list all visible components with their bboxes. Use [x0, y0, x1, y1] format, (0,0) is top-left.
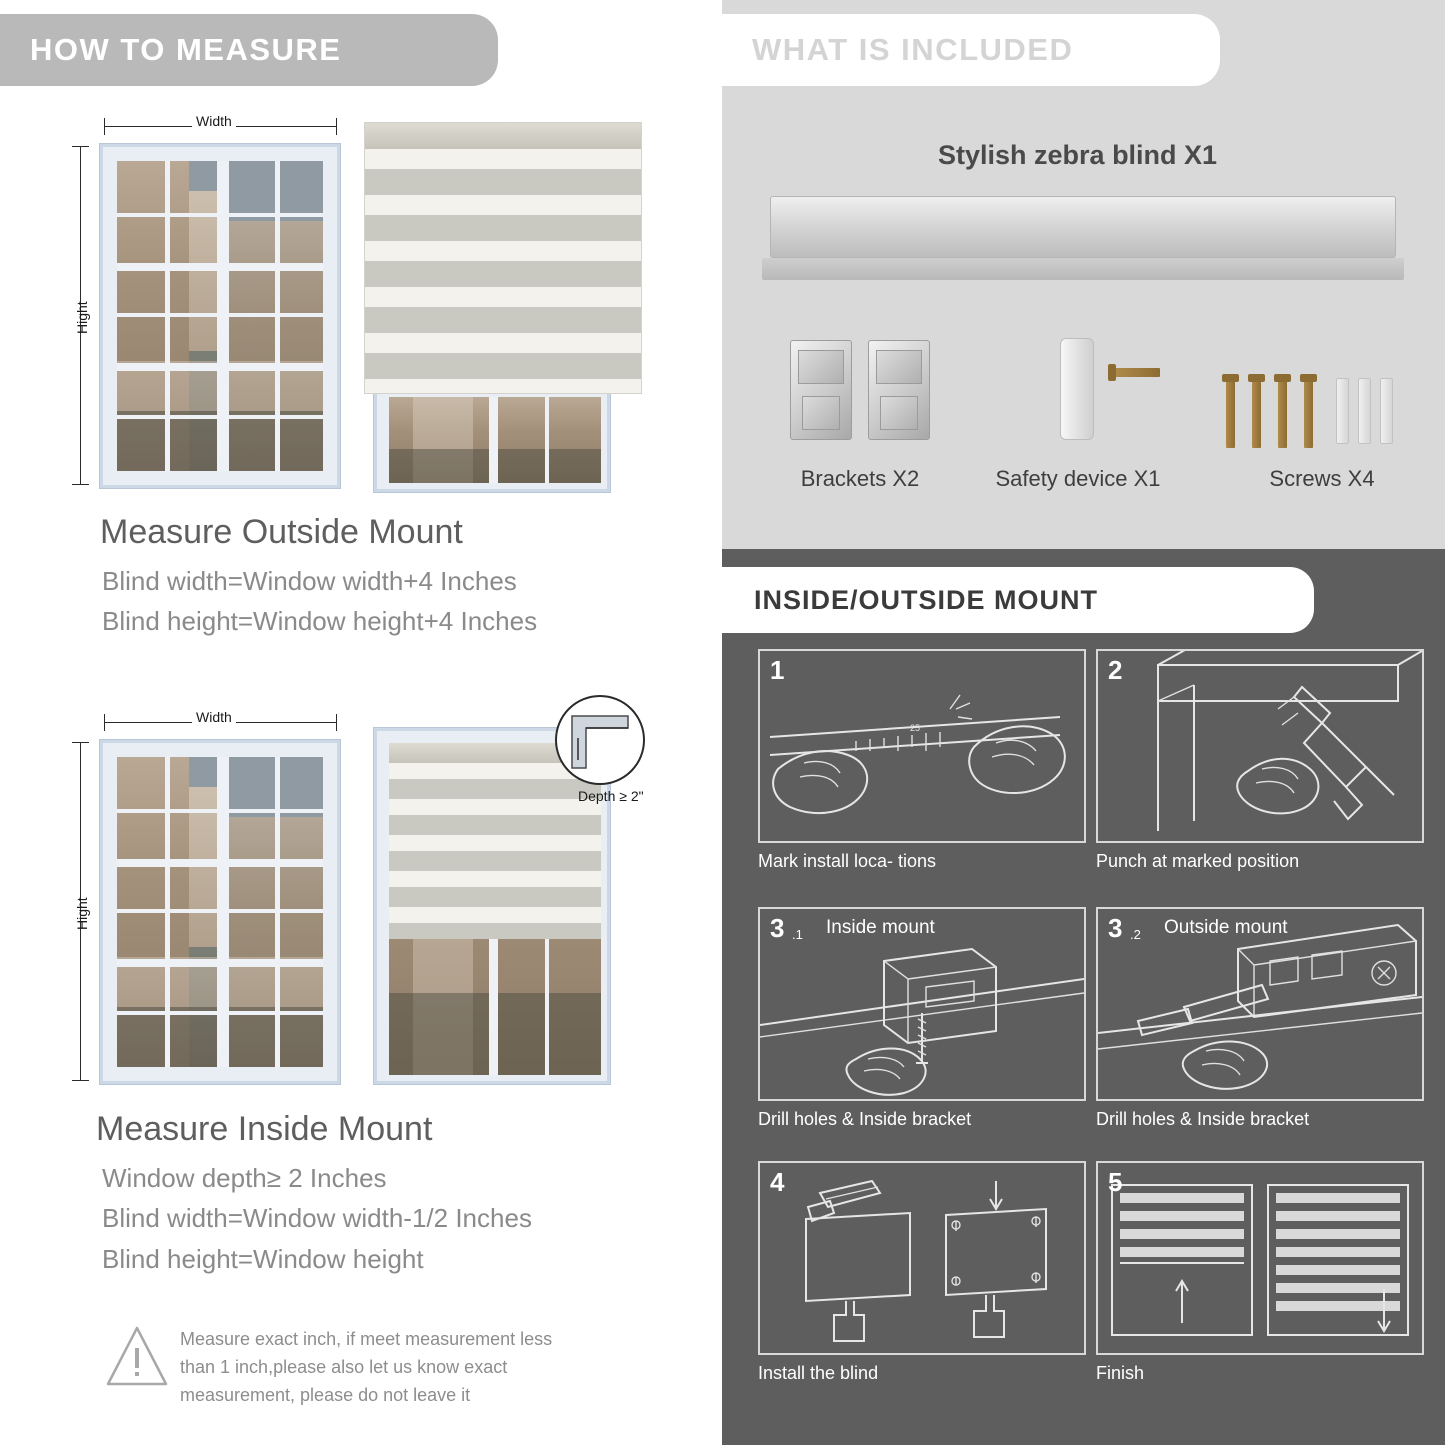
outside-height-label: Hight [74, 301, 90, 334]
depth-label: Depth ≥ 2" [578, 788, 644, 804]
brackets-label: Brackets X2 [800, 466, 920, 491]
what-is-included-banner [722, 14, 1220, 86]
step-5-illustration [1098, 1163, 1422, 1353]
width-dim-tick-right [336, 118, 337, 135]
step-3-1-inline-title: Inside mount [826, 917, 935, 938]
safety-device-label: Safety device X1 [995, 466, 1161, 491]
inside-outside-mount-panel [722, 549, 1445, 1445]
inside-width-tick-left [104, 714, 105, 731]
step-1-illustration [760, 651, 1084, 841]
inside-width-label: Width [192, 709, 236, 725]
step-4-caption: Install the blind [758, 1363, 879, 1383]
note-line-3: measurement, please do not leave it [180, 1385, 471, 1405]
step-card-5 [1096, 1161, 1424, 1355]
warning-triangle-icon [104, 1322, 170, 1392]
step-1-number: 1 [770, 655, 785, 685]
step-card-4 [758, 1161, 1086, 1355]
height-dim-tick-top [72, 146, 89, 147]
width-dim-tick-left [104, 118, 105, 135]
zebra-blind-outside [364, 122, 642, 394]
step-3-2-inline-title: Outside mount [1164, 917, 1288, 938]
window-illustration-outside [100, 144, 340, 488]
safety-device-screw-head-icon [1108, 364, 1116, 381]
step-4-illustration [760, 1163, 1084, 1353]
step-3-1-caption: Drill holes & Inside bracket [758, 1109, 972, 1129]
inside-height-tick-bottom [72, 1080, 89, 1081]
step-2-caption: Punch at marked position [1096, 851, 1300, 871]
step-3-2-number: 3 [1108, 913, 1123, 943]
inside-mount-heading: Measure Inside Mount [96, 1110, 433, 1148]
step-4-number: 4 [770, 1167, 785, 1197]
step-1-caption: Mark install loca- tions [758, 851, 937, 871]
inside-mount-line-1: Window depth≥ 2 Inches [102, 1163, 387, 1193]
note-line-2: than 1 inch,please also let us know exact [180, 1357, 508, 1377]
step-3-2-sub: .2 [1130, 927, 1141, 942]
safety-device-icon [1060, 338, 1094, 440]
panel-divider [713, 0, 722, 1445]
outside-mount-heading: Measure Outside Mount [100, 513, 463, 551]
step-card-2 [1096, 649, 1424, 843]
window-illustration-inside [100, 740, 340, 1084]
what-is-included-banner-label: WHAT IS INCLUDED [752, 32, 1074, 67]
step-3-1-sub: .1 [792, 927, 803, 942]
step-card-3-1 [758, 907, 1086, 1101]
outside-mount-line-1: Blind width=Window width+4 Inches [102, 566, 517, 596]
svg-text:25: 25 [910, 723, 921, 733]
safety-device-screw-icon [1114, 368, 1160, 377]
main-item-label: Stylish zebra blind X1 [938, 140, 1218, 170]
note-line-1: Measure exact inch, if meet measurement less [180, 1329, 553, 1349]
inside-height-tick-top [72, 742, 89, 743]
inside-mount-line-3: Blind height=Window height [102, 1244, 424, 1274]
zebra-blind-headrail-base [762, 258, 1404, 280]
step-3-2-caption: Drill holes & Inside bracket [1096, 1109, 1310, 1129]
step-2-number: 2 [1108, 655, 1123, 685]
zebra-blind-headrail [770, 196, 1396, 258]
window-with-blind-outside [374, 382, 610, 492]
inside-mount-line-2: Blind width=Window width-1/2 Inches [102, 1203, 532, 1233]
outside-width-label: Width [192, 113, 236, 129]
how-to-measure-panel [0, 0, 706, 1445]
step-5-number: 5 [1108, 1167, 1123, 1197]
step-card-3-2 [1096, 907, 1424, 1101]
what-is-included-panel [722, 0, 1445, 549]
how-to-measure-banner: HOW TO MEASURE [0, 14, 498, 86]
step-5-caption: Finish [1096, 1363, 1145, 1383]
step-3-1-number: 3 [770, 913, 785, 943]
screws-label: Screws X4 [1269, 466, 1375, 491]
inside-width-tick-right [336, 714, 337, 731]
inside-outside-mount-banner: INSIDE/OUTSIDE MOUNT [722, 567, 1314, 633]
step-card-1 [758, 649, 1086, 843]
inside-height-label: Hight [74, 897, 90, 930]
height-dim-tick-bottom [72, 484, 89, 485]
outside-mount-line-2: Blind height=Window height+4 Inches [102, 606, 538, 636]
step-2-illustration [1098, 651, 1422, 841]
